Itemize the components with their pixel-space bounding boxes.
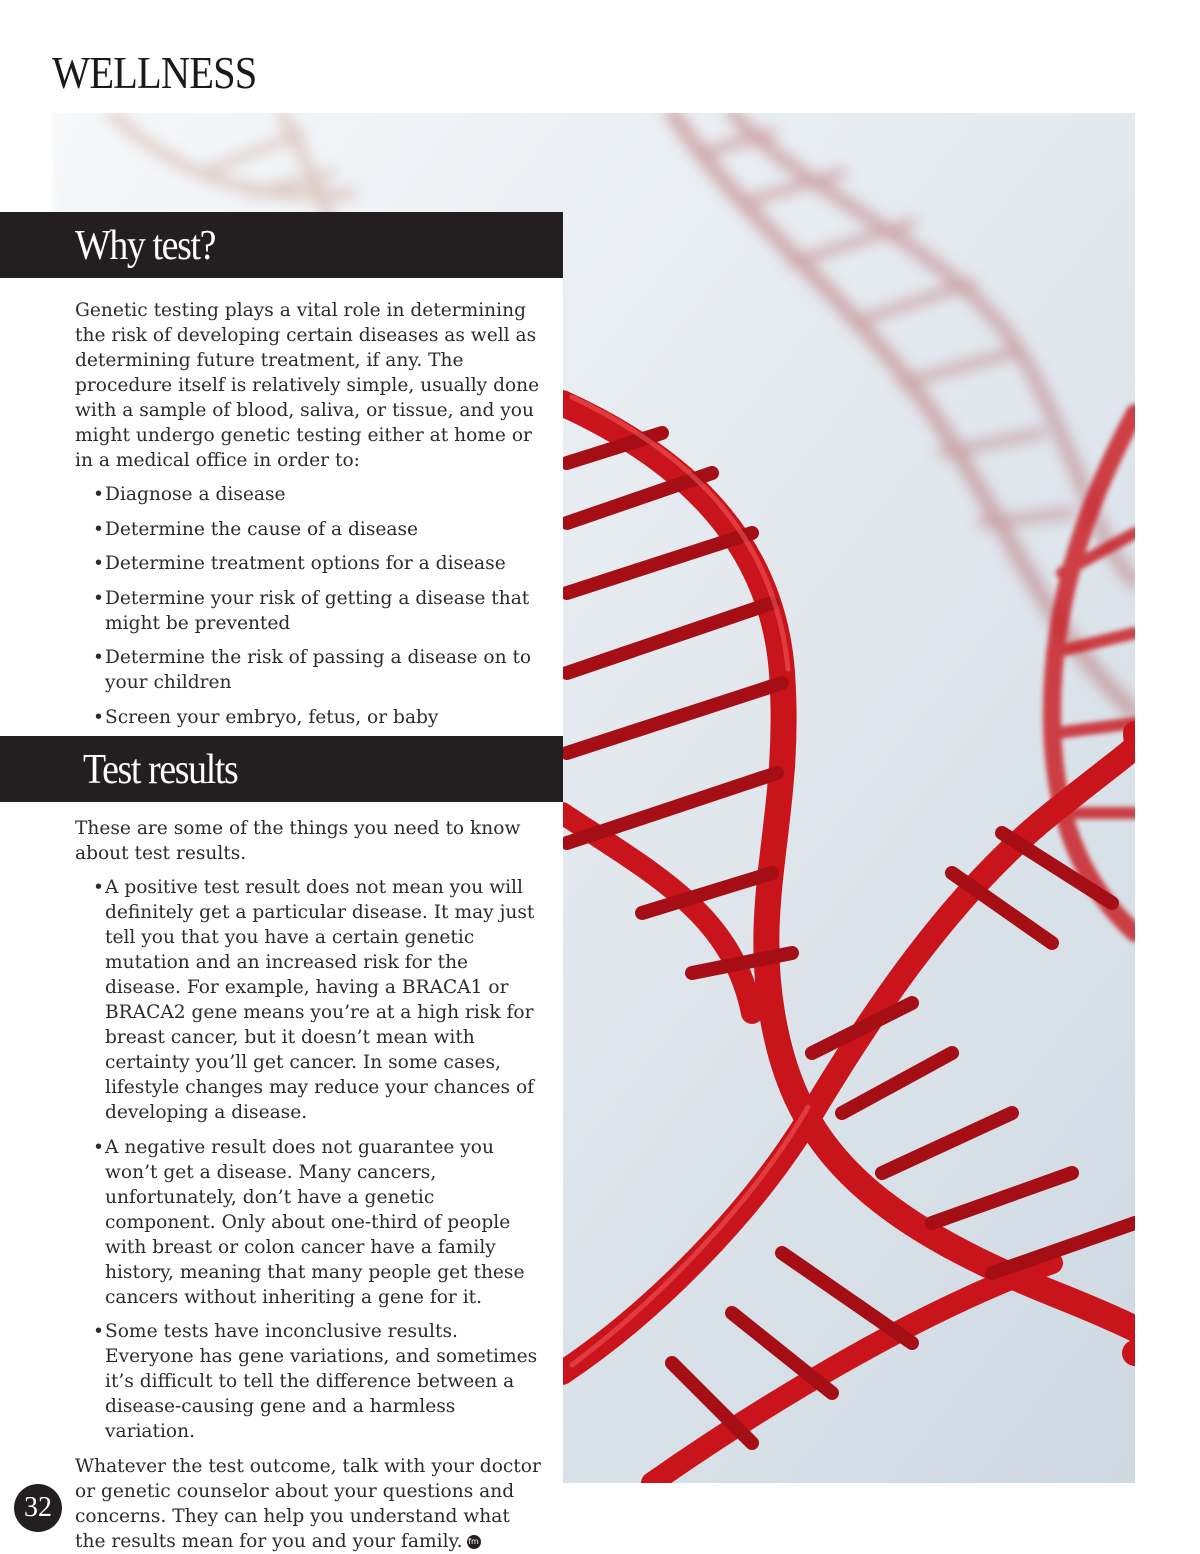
list-item: • Diagnose a disease <box>75 482 545 507</box>
section-label: WELLNESS <box>52 47 257 98</box>
why-test-intro: Genetic testing plays a vital role in determining the risk of developing certain diseases as well as determining future treatment, if any. The procedure itself is relatively simple, usually done with a sample of blood, saliva, or tissue, and you might undergo genetic testing either at home or in a medical office in order to: <box>75 300 540 471</box>
test-results-closing <box>75 1454 545 1554</box>
list-item: • Determine your risk of getting a disease that might be prevented <box>75 586 545 636</box>
test-results-list <box>75 875 545 1444</box>
list-item: • Determine the cause of a disease <box>75 517 545 542</box>
test-results-body <box>75 816 545 1554</box>
why-test-body <box>75 298 545 739</box>
test-results-header-bar <box>0 736 563 802</box>
list-item: • A positive test result does not mean you will definitely get a particular disease. It may just tell you that you have a certain genetic mutation and an increased risk for the disease. For example, having a BRACA1 or BRACA2 gene means you’re at a high risk for breast cancer, but it doesn’t mean with certainty you’ll get cancer. In some cases, lifestyle changes may reduce your chances of developing a disease. <box>75 875 545 1125</box>
end-of-article-mark-icon: fm <box>467 1535 481 1549</box>
why-test-list <box>75 482 545 730</box>
list-item: • Determine the risk of passing a disease on to your children <box>75 645 545 695</box>
list-item: • Determine treatment options for a disease <box>75 551 545 576</box>
list-item: • Screen your embryo, fetus, or baby <box>75 705 545 730</box>
closing-text: Whatever the test outcome, talk with your doctor or genetic counselor about your questions and concerns. They can help you understand what the results mean for you and your family. <box>75 1455 541 1552</box>
list-item: • A negative result does not guarantee you won’t get a disease. Many cancers, unfortunately, don’t have a genetic component. Only about one-third of people with breast or colon cancer have a family history, meaning that many people get these cancers without inheriting a gene for it. <box>75 1135 545 1310</box>
why-test-heading: Why test? <box>75 223 216 269</box>
why-test-header-bar <box>0 212 563 278</box>
test-results-heading: Test results <box>83 747 238 793</box>
page-number: 32 <box>14 1484 62 1532</box>
test-results-intro: These are some of the things you need to know about test results. <box>75 818 521 864</box>
list-item: • Some tests have inconclusive results. Everyone has gene variations, and sometimes it’s difficult to tell the difference between a disease-causing gene and a harmless variation. <box>75 1319 545 1444</box>
